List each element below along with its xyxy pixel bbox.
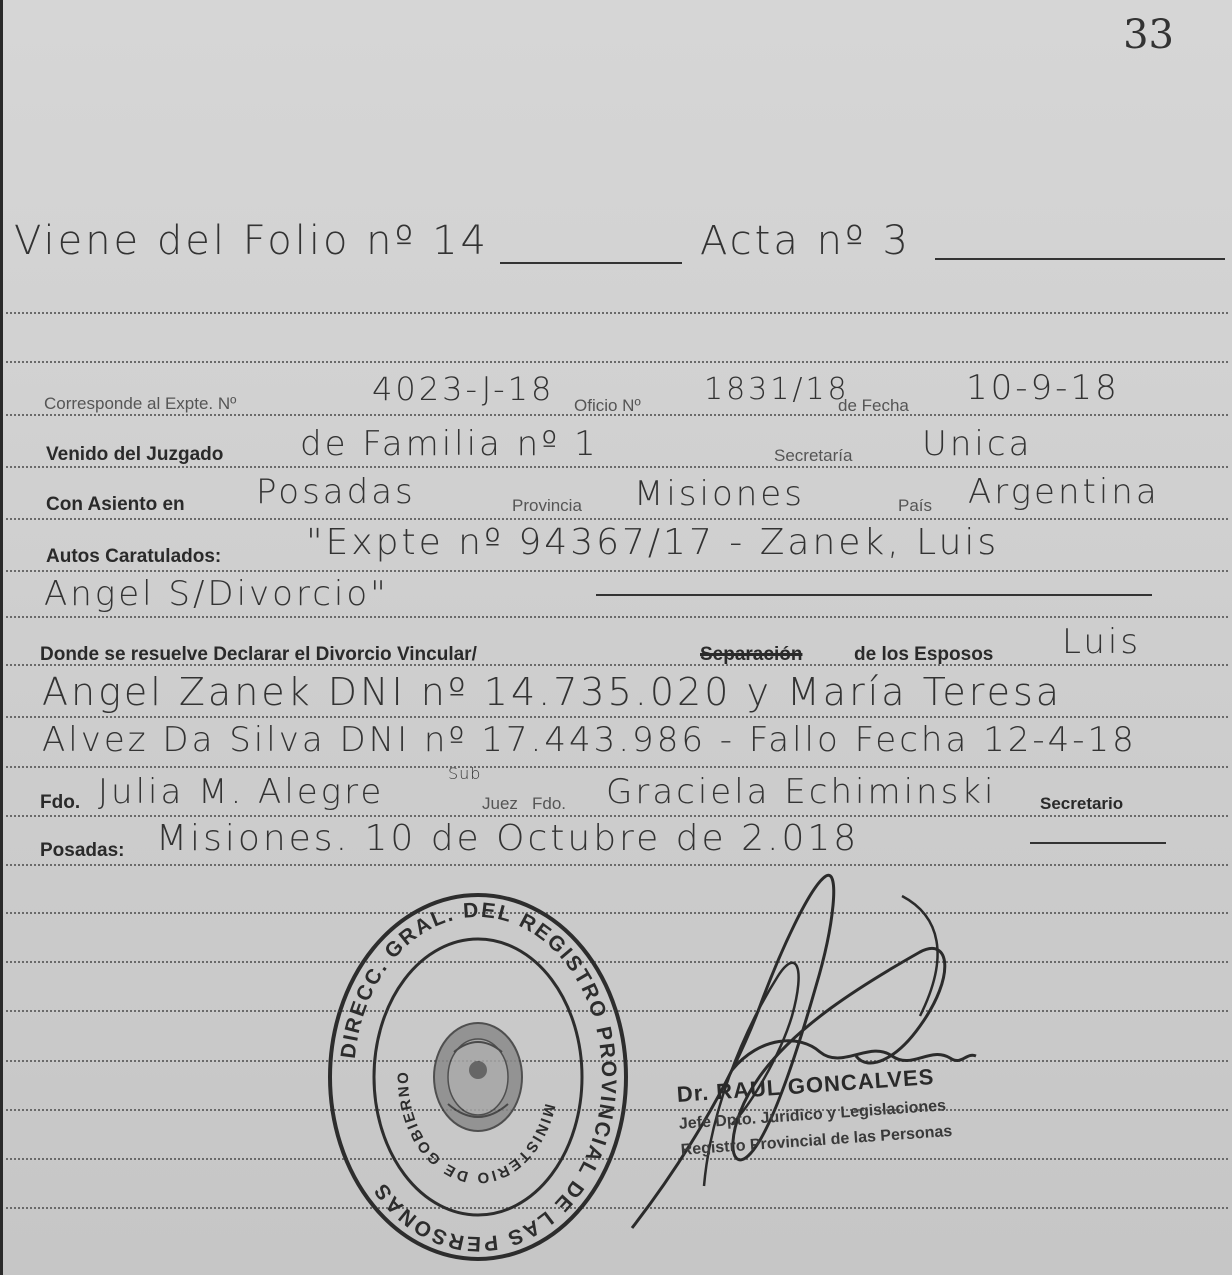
- ruled-line: [6, 616, 1228, 618]
- juez-value: Julia M. Alegre: [98, 772, 385, 812]
- ruled-line: [6, 312, 1228, 314]
- ruled-line: [6, 815, 1228, 817]
- stamp-title: Jefe Dpto. Jurídico y Legislaciones: [678, 1097, 947, 1133]
- autos-value-1: "Expte nº 94367/17 - Zanek, Luis: [306, 522, 1000, 563]
- esposos-value-2: Angel Zanek DNI nº 14.735.020 y María Teresa: [42, 670, 1063, 714]
- stamp-name: Dr. RAUL GONCALVES: [676, 1064, 936, 1107]
- esposos-value-3: Alvez Da Silva DNI nº 17.443.986 - Fallo Fecha 12-4-18: [42, 720, 1137, 760]
- fdo-label: Fdo.: [40, 792, 81, 813]
- seal-outer-text: DIRECC. GRAL. DEL REGISTRO PROVINCIAL DE LAS PERSONAS: [336, 898, 621, 1256]
- posadas-value: Misiones. 10 de Octubre de 2.018: [156, 818, 860, 859]
- fecha-label: de Fecha: [838, 396, 909, 415]
- ruled-line: [6, 766, 1228, 768]
- pais-label: País: [898, 496, 933, 515]
- expte-value: 4023-J-18: [372, 370, 555, 408]
- esposos-value-1: Luis: [1062, 622, 1142, 662]
- pais-value: Argentina: [968, 472, 1160, 512]
- left-margin-rule: [0, 0, 3, 1275]
- separacion-struck: Separación: [700, 644, 803, 665]
- autos-value-2: Angel S/Divorcio": [44, 574, 389, 614]
- posadas-label: Posadas:: [40, 840, 125, 861]
- handwritten-signature: [620, 856, 1000, 1236]
- oficio-value: 1831/18: [704, 372, 850, 407]
- secretaria-label: Secretaría: [774, 446, 853, 465]
- secretario-label: Secretario: [1040, 794, 1124, 813]
- fill-line: [596, 594, 1152, 596]
- juzgado-label: Venido del Juzgado: [46, 444, 224, 465]
- acta-number: Acta nº 3: [700, 218, 911, 264]
- oficio-label: Oficio Nº: [574, 396, 641, 415]
- coat-of-arms-icon: [434, 1023, 522, 1131]
- stamp-org: Registro Provincial de las Personas: [680, 1122, 953, 1159]
- ruled-line: [6, 570, 1228, 572]
- autos-label: Autos Caratulados:: [46, 546, 222, 567]
- page-number: 33: [1123, 12, 1174, 58]
- fecha-value: 10-9-18: [966, 368, 1120, 408]
- fill-line: [500, 262, 682, 264]
- resuelve-label: Donde se resuelve Declarar el Divorcio Vincular/: [40, 644, 477, 665]
- fdo2-label: Fdo.: [532, 794, 567, 813]
- fill-line: [935, 258, 1225, 260]
- secretario-value: Graciela Echiminski: [606, 772, 997, 812]
- viene-del-folio: Viene del Folio nº 14: [14, 218, 489, 264]
- juzgado-value: de Familia nº 1: [300, 424, 599, 464]
- secretaria-value: Unica: [922, 424, 1033, 464]
- ruled-line: [6, 716, 1228, 718]
- ruled-line: [6, 518, 1228, 520]
- official-seal: [326, 892, 630, 1262]
- juez-label: Juez: [482, 794, 518, 813]
- provincia-value: Misiones: [634, 474, 805, 514]
- juez-note: Sub: [448, 764, 482, 783]
- provincia-label: Provincia: [512, 496, 582, 515]
- expte-label: Corresponde al Expte. Nº: [44, 394, 237, 413]
- ruled-line: [6, 466, 1228, 468]
- ruled-line: [6, 864, 1228, 866]
- asiento-value: Posadas: [256, 472, 416, 512]
- fill-line: [1030, 842, 1166, 844]
- ruled-line: [6, 361, 1228, 363]
- seal-inner-text: MINISTERIO DE GOBIERNO: [394, 1070, 559, 1187]
- asiento-label: Con Asiento en: [46, 494, 185, 515]
- esposos-label: de los Esposos: [854, 644, 994, 665]
